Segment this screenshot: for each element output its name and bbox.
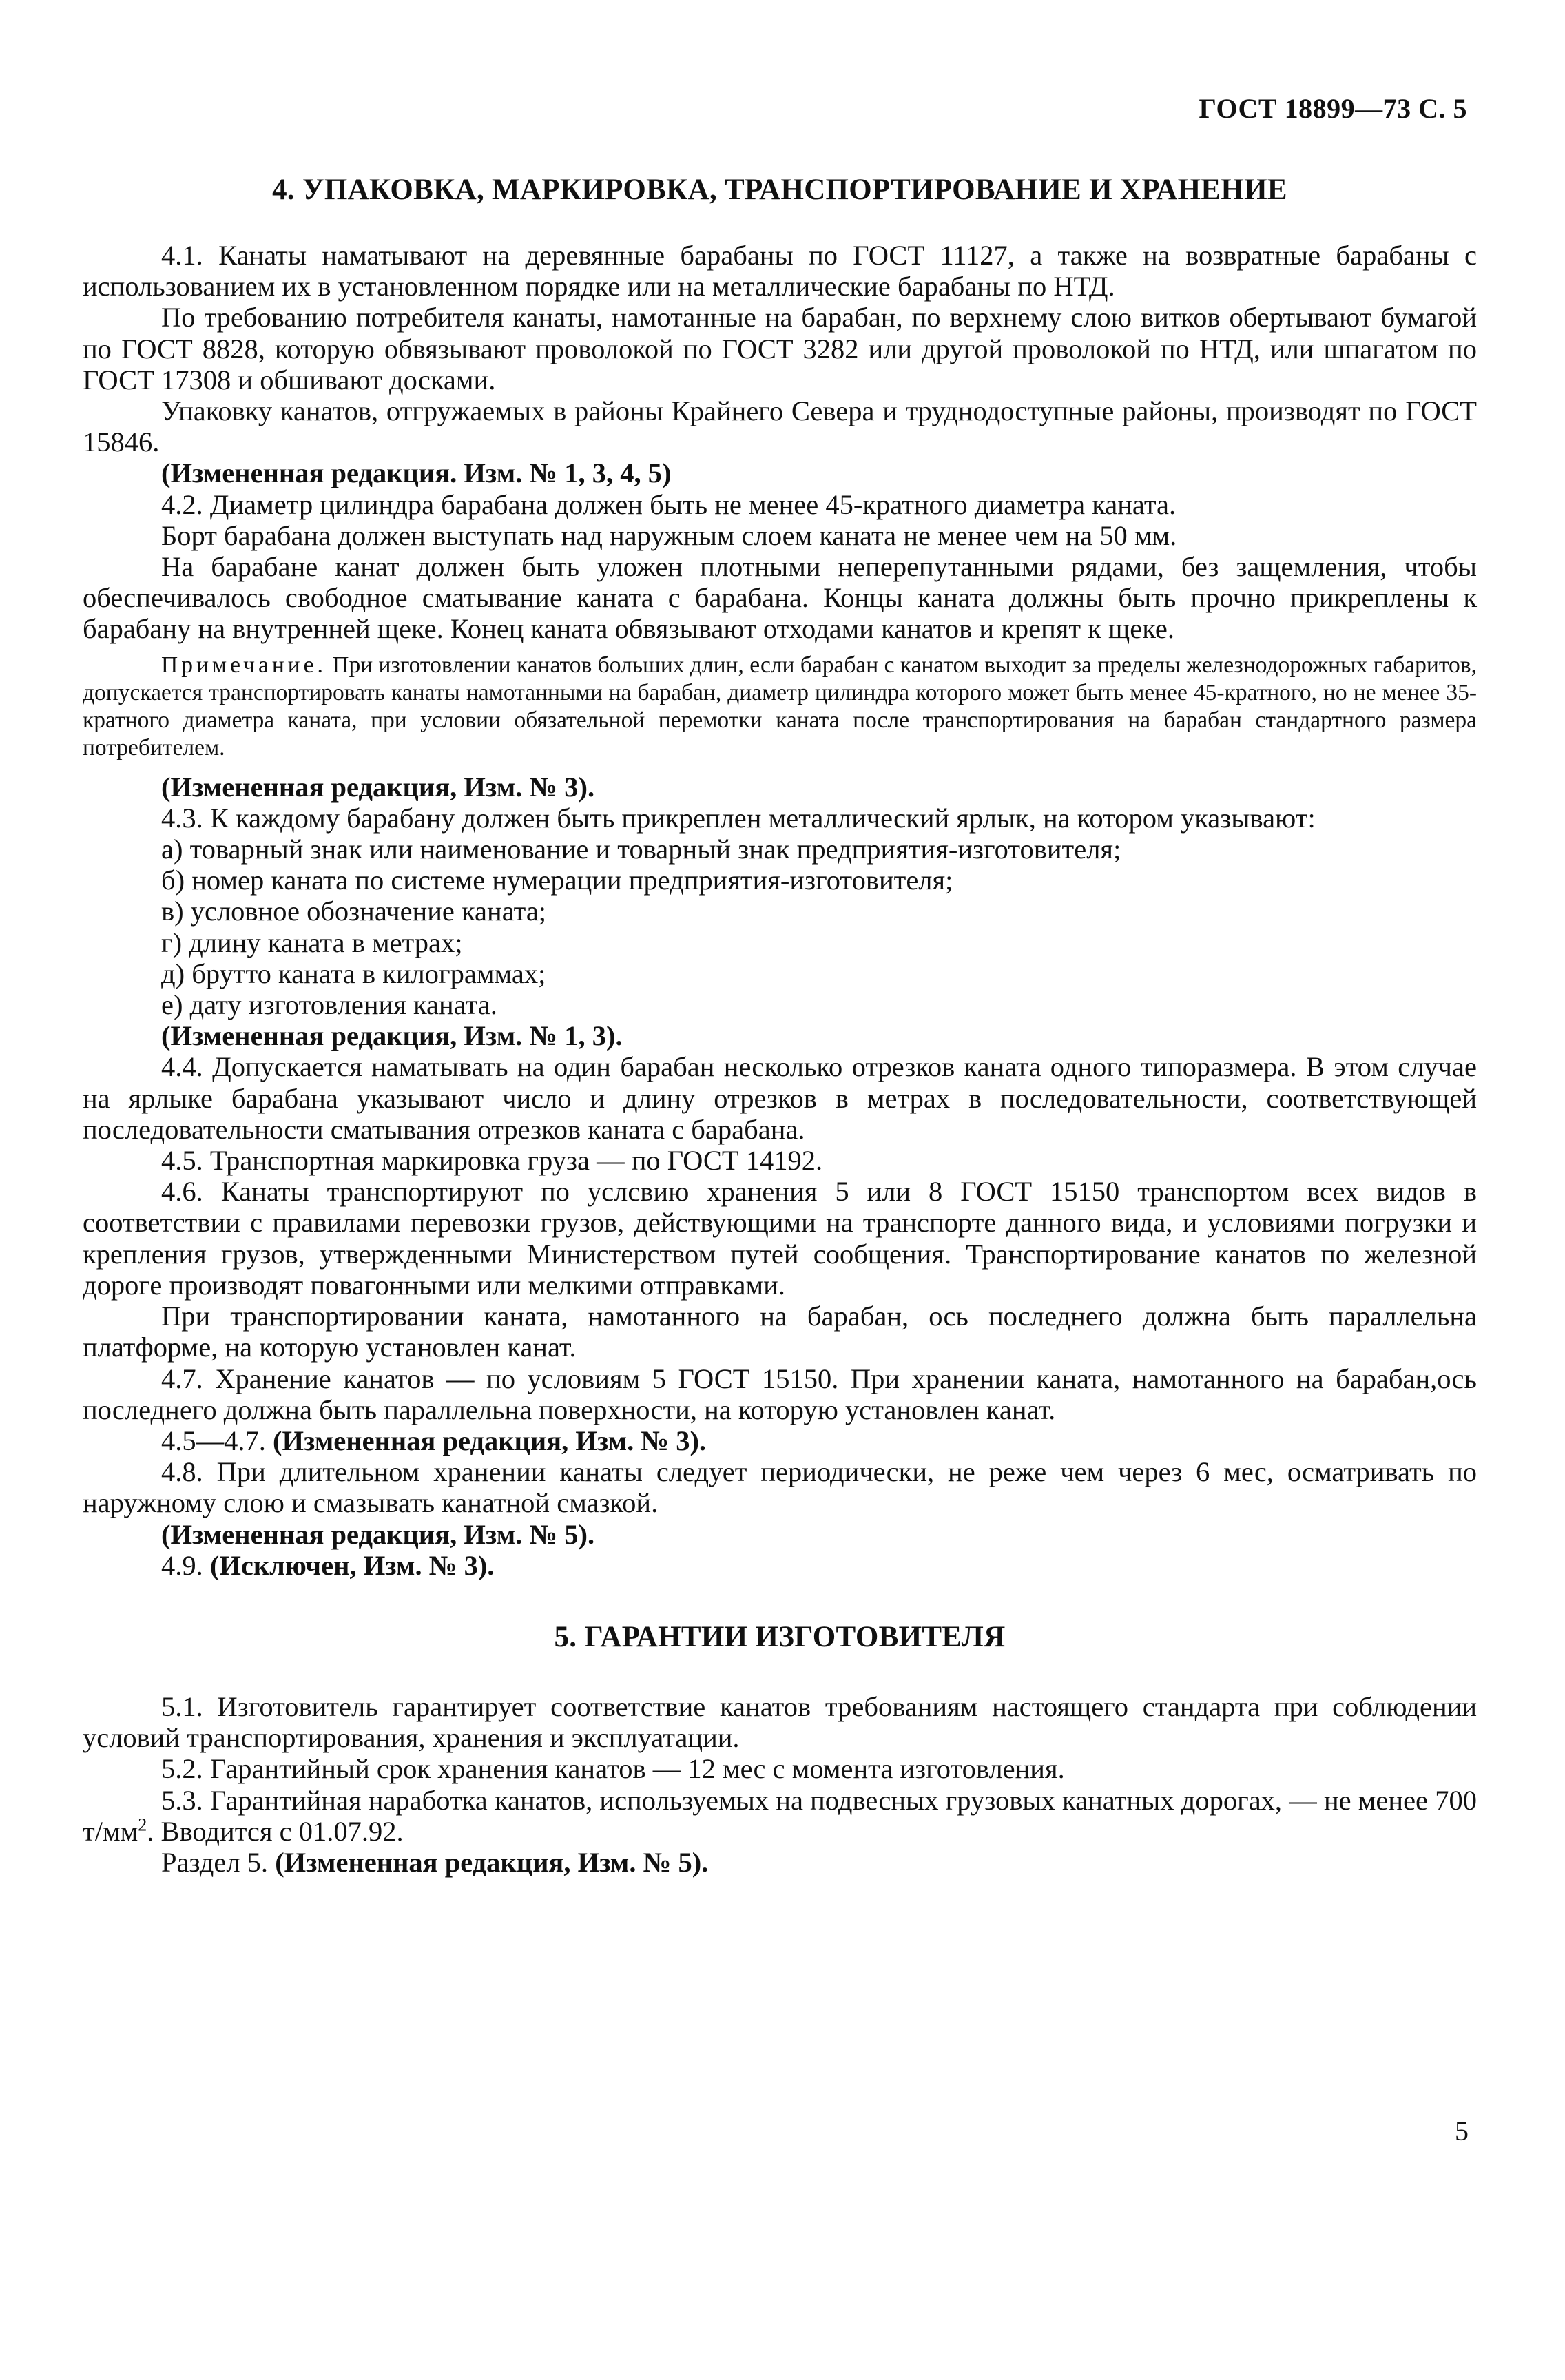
revision-text-4-5-4-7: (Измененная редакция, Изм. № 3). (273, 1425, 707, 1456)
list-item-g: г) длину каната в метрах; (161, 927, 463, 958)
section-5-title: 5. ГАРАНТИИ ИЗГОТОВИТЕЛЯ (554, 1620, 1006, 1653)
list-item-a: а) товарный знак или наименование и товарный знак предприятия-изготовителя; (161, 834, 1121, 865)
revision-note-4-2: (Измененная редакция, Изм. № 3). (161, 771, 595, 803)
list-item-d: д) брутто каната в килограммах; (161, 958, 546, 989)
paragraph-4-4: 4.4. Допускается наматывать на один барабан несколько отрезков каната одного типоразмера. В этом случае на ярлыке барабана указывают число и длину отрезков в метрах в последовательности, соответствующей последовательности сматывания отрезков каната с барабана. (83, 1051, 1477, 1145)
revision-note-4-1: (Измененная редакция. Изм. № 1, 3, 4, 5) (161, 457, 672, 489)
paragraph-4-6: 4.6. Канаты транспортируют по услсвию хранения 5 или 8 ГОСТ 15150 транспортом всех видов в соответствии с правилами перевозки грузов, действующими на транспорте данного вида, и условиями погрузки и крепления грузов, утвержденными Министерством путей сообщения. Транспортирование канатов по железной дороге производят повагонными или мелкими отправками. (83, 1176, 1477, 1301)
paragraph-5-2: 5.2. Гарантийный срок хранения канатов — 12 мес с момента изготовления. (161, 1753, 1065, 1785)
page-content (83, 169, 1477, 1878)
revision-note-4-5-4-7 (83, 1425, 1477, 1456)
paragraph-4-2-winding: На барабане канат должен быть уложен плотными неперепутанными рядами, без защемления, чтобы обеспечивалось свободное сматывание каната с барабана. Концы каната должны быть прочно прикреплены к барабану на внутренней щеке. Конец каната обвязывают отходами канатов и крепят к щеке. (83, 551, 1477, 645)
paragraph-4-8: 4.8. При длительном хранении канаты следует периодически, не реже чем через 6 мес, осматривать по наружному слою и смазывать канатной смазкой. (83, 1456, 1477, 1519)
revision-prefix-4-5-4-7: 4.5—4.7. (161, 1425, 273, 1456)
paragraph-4-9-prefix: 4.9. (161, 1549, 210, 1581)
running-head: ГОСТ 18899—73 С. 5 (1199, 93, 1467, 124)
paragraph-5-3-date: . Вводится с 01.07.92. (147, 1815, 404, 1847)
paragraph-4-3: 4.3. К каждому барабану должен быть прикреплен металлический ярлык, на котором указывают: (161, 802, 1316, 834)
paragraph-5-3-text: 5.3. Гарантийная наработка канатов, используемых на подвесных грузовых канатных дорогах, — не менее 700 т/мм (83, 1784, 1477, 1847)
section-4-title: 4. УПАКОВКА, МАРКИРОВКА, ТРАНСПОРТИРОВАНИЕ И ХРАНЕНИЕ (272, 174, 1287, 206)
paragraph-4-2-flange: Борт барабана должен выступать над наружным слоем каната не менее чем на 50 мм. (161, 519, 1177, 551)
revision-note-4-3: (Измененная редакция, Изм. № 1, 3). (161, 1020, 623, 1052)
paragraph-4-1-north: Упаковку канатов, отгружаемых в районы Крайнего Севера и труднодоступные районы, производят по ГОСТ 15846. (83, 395, 1477, 458)
revision-text-section-5: (Измененная редакция, Изм. № 5). (275, 1846, 709, 1878)
list-item-b: б) номер каната по системе нумерации предприятия-изготовителя; (161, 865, 953, 896)
paragraph-5-1: 5.1. Изготовитель гарантирует соответствие канатов требованиям настоящего стандарта при соблюдении условий транспортирования, хранения и эксплуатации. (83, 1690, 1477, 1754)
list-item-v: в) условное обозначение каната; (161, 896, 547, 927)
revision-note-section-5 (83, 1847, 1477, 1878)
paragraph-5-3 (83, 1785, 1477, 1847)
superscript-2: 2 (138, 1814, 147, 1835)
paragraph-4-1: 4.1. Канаты наматывают на деревянные барабаны по ГОСТ 11127, а также на возвратные барабаны с использованием их в установленном порядке или на металлические барабаны по НТД. (83, 240, 1477, 302)
paragraph-4-9-text: (Исключен, Изм. № 3). (209, 1549, 495, 1581)
revision-prefix-section-5: Раздел 5. (161, 1846, 276, 1878)
revision-note-4-8: (Измененная редакция, Изм. № 5). (161, 1518, 595, 1550)
paragraph-4-9 (83, 1550, 1477, 1581)
paragraph-4-2: 4.2. Диаметр цилиндра барабана должен быть не менее 45-кратного диаметра каната. (161, 488, 1177, 520)
note-label: Примечание. (161, 652, 327, 678)
note-block (83, 652, 1477, 762)
page-number: 5 (1455, 2115, 1469, 2146)
paragraph-4-6-axis: При транспортировании каната, намотанного на барабан, ось последнего должна быть параллельна платформе, на которую установлен канат. (83, 1301, 1477, 1363)
list-item-e: е) дату изготовления каната. (161, 989, 497, 1021)
paragraph-4-5: 4.5. Транспортная маркировка груза — по ГОСТ 14192. (161, 1145, 823, 1177)
paragraph-4-7: 4.7. Хранение канатов — по условиям 5 ГОСТ 15150. При хранении каната, намотанного на барабан,ось последнего должна быть параллельна поверхности, на которую установлен канат. (83, 1363, 1477, 1425)
paragraph-4-1-wrapping: По требованию потребителя канаты, намотанные на барабан, по верхнему слою витков обертывают бумагой по ГОСТ 8828, которую обвязывают проволокой по ГОСТ 3282 или другой проволокой по НТД, или шпагатом по ГОСТ 17308 и обшивают досками. (83, 302, 1477, 395)
note-text: При изготовлении канатов больших длин, если барабан с канатом выходит за пределы железнодорожных габаритов, допускается транспортировать канаты намотанными на барабан, диаметр цилиндра которого может быть менее 45-кратного, но не менее 35-кратного диаметра каната, при условии обязательной перемотки каната после транспортирования на барабан стандартного размера потребителем. (83, 652, 1477, 760)
